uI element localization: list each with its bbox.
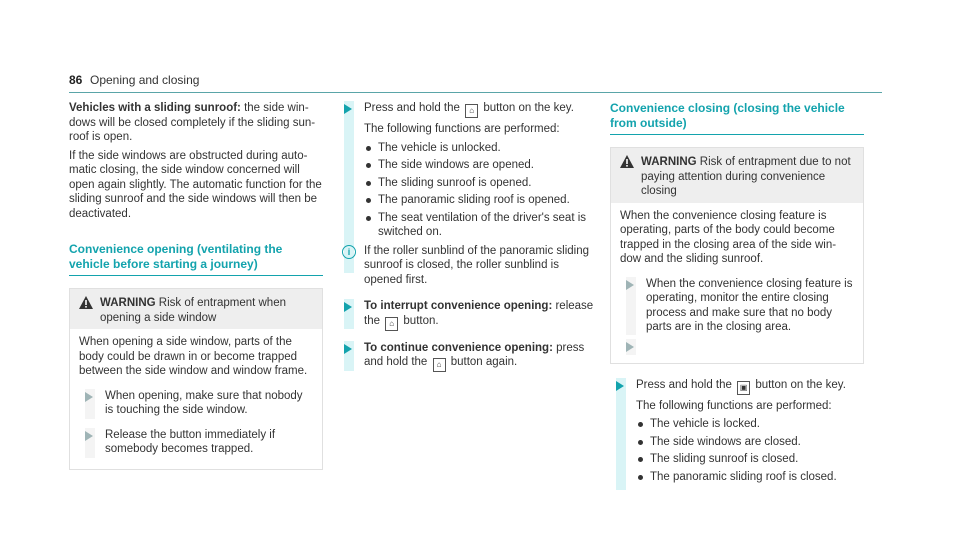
warning-box: [69, 288, 323, 470]
section-title-convenience-closing: Convenience closing (closing the vehicle from outside): [610, 101, 845, 130]
step-arrow-icon: [85, 431, 93, 441]
list-item: The panoramic sliding roof is opened.: [364, 193, 600, 208]
warning-heading: Risk of entrapment due to not paying attention during convenience closing: [641, 156, 851, 197]
step-arrow-icon: [344, 344, 352, 354]
obstruction-paragraph: If the side windows are obstructed during auto-matic closing, the side window concerned will open again slightly. The automatic function for the sliding sunroof and the side windows will then be deactivated.: [69, 149, 322, 220]
warning-step-text: Release the button immediately if somebody becomes trapped.: [105, 428, 276, 455]
list-item: The sliding sunroof is closed.: [636, 452, 864, 467]
list-item: The side windows are closed.: [636, 435, 864, 450]
section-title-convenience-opening: Convenience opening (ventilating the vehicle before starting a journey): [69, 242, 283, 271]
warning-step: [79, 389, 314, 418]
warning-heading: Risk of entrapment when opening a side window: [100, 297, 286, 324]
warning-text: When the convenience closing feature is operating, parts of the body could become trapped in the closing area of the side win-dow and the sliding sunroof.: [620, 209, 837, 265]
warning-text: When opening a side window, parts of the body could be drawn in or become trapped between the side window and window frame.: [79, 336, 308, 377]
warning-triangle-icon: [79, 296, 93, 309]
key-unlock-icon: ⌂: [465, 104, 478, 118]
warning-body: [70, 329, 322, 469]
step-press-hold-lock: [610, 378, 864, 485]
info-icon: i: [342, 245, 356, 259]
warning-label: WARNING: [641, 156, 697, 168]
list-item: The vehicle is locked.: [636, 417, 864, 432]
functions-intro: The following functions are performed:: [636, 399, 832, 412]
key-lock-icon: ▣: [737, 381, 750, 395]
warning-step-end: [620, 339, 855, 355]
intro-bold: Vehicles with a sliding sunroof:: [69, 102, 241, 114]
key-unlock-icon: ⌂: [385, 317, 398, 331]
warning-label: WARNING: [100, 297, 156, 309]
step-text: Press and hold the ⌂ button on the key.: [364, 101, 600, 118]
step-interrupt: To interrupt convenience opening: release the ⌂ button.: [338, 299, 600, 331]
list-item: The seat ventilation of the driver's seat is switched on.: [364, 211, 600, 240]
step-arrow-icon: [626, 280, 634, 290]
warning-step-text: When the convenience closing feature is operating, monitor the entire closing process and make sure that no body parts are in the closing area.: [646, 277, 853, 333]
list-item: The side windows are opened.: [364, 158, 600, 173]
header-divider: [69, 92, 882, 93]
intro-text: the side win-dows will be closed completely if the sliding sun-roof is open.: [69, 102, 316, 143]
warning-step: [620, 277, 855, 335]
list-item: The vehicle is unlocked.: [364, 141, 600, 156]
step-arrow-icon: [85, 392, 93, 402]
page-number: 86: [69, 73, 83, 87]
column-right: [610, 101, 864, 487]
list-item: The sliding sunroof is opened.: [364, 176, 600, 191]
functions-list: [636, 417, 864, 484]
step-arrow-icon: [344, 302, 352, 312]
functions-intro: The following functions are performed:: [364, 123, 560, 135]
warning-header: [611, 148, 863, 203]
column-middle: [338, 101, 600, 376]
step-text: Press and hold the ▣ button on the key.: [636, 378, 864, 395]
warning-step-text: When opening, make sure that nobody is touching the side window.: [105, 389, 303, 416]
step-press-hold: [338, 101, 600, 240]
list-item: The panoramic sliding roof is closed.: [636, 470, 864, 485]
column-left: [69, 101, 323, 470]
key-unlock-icon: ⌂: [433, 358, 446, 372]
warning-step: [79, 428, 314, 457]
step-arrow-icon: [344, 104, 352, 114]
intro-paragraph: [69, 101, 323, 145]
warning-header: [70, 289, 322, 329]
step-arrow-icon: [626, 342, 634, 352]
step-continue: To continue convenience opening: press and hold the ⌂ button again.: [338, 341, 600, 373]
info-note: [338, 244, 600, 288]
step-arrow-icon: [616, 381, 624, 391]
warning-box: [610, 147, 864, 364]
page-title: Opening and closing: [90, 73, 200, 87]
functions-list: [364, 141, 600, 240]
info-text: If the roller sunblind of the panoramic sliding sunroof is closed, the roller sunblind is opened first.: [364, 244, 590, 286]
warning-body: [611, 203, 863, 363]
warning-triangle-icon: [620, 155, 634, 168]
